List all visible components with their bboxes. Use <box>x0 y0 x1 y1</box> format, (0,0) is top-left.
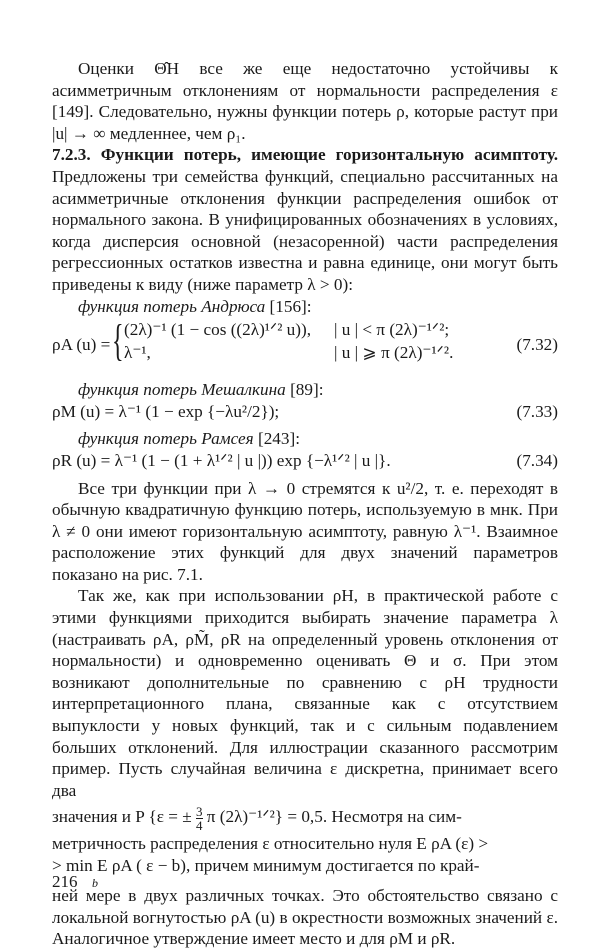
frac-denominator: 4 <box>196 817 203 833</box>
eq2-formula: ρM (u) = λ⁻¹ (1 − exp {−λu²/2}); <box>52 401 280 421</box>
section-number: 7.2.3. <box>52 145 91 165</box>
page-body <box>52 58 558 950</box>
eq1-label: функция потерь Андрюса <box>78 296 266 316</box>
frac-numerator: 3 <box>196 803 203 819</box>
paragraph-1: Оценки Θ̂H все же еще недостаточно устойчивы к асимметричным отклонениям от нормальности распределения ε [149]. Следовательно, нужны функции потерь ρ, которые растут при |u| → ∞ медленнее, чем ρ₁. <box>52 59 558 143</box>
paragraph-4-end: ней мере в двух различных точках. Это обстоятельство связано с локальной вогнутостью ρA (u) в окрестности возможных значений ε. Аналогичное утверждение имеет место и для ρM и ρR. <box>52 886 558 949</box>
eq1-ref: [156]: <box>269 296 312 316</box>
eq1-number: (7.32) <box>516 335 558 355</box>
eq3-formula: ρR (u) = λ⁻¹ (1 − (1 + λ¹ᐟ² | u |)) exp {−λ¹ᐟ² | u |}. <box>52 450 391 470</box>
paragraph-4-line-c: метричность распределения ε относительно нуля E ρA (ε) > <box>52 834 489 854</box>
equation-7-34 <box>52 450 558 472</box>
paragraph-4: Так же, как при использовании ρH, в практической работе с этими функциями приходится выбирать значение параметра λ (настраивать ρA, ρM̃, ρR на определенный уровень отклонения от нормальности) и одновременно оценивать Θ и σ. При этом возникают дополнительные по сравнению с ρH трудности интерпретационного плана, связанные как с отсутствием выпуклости у новых функций, так и с сильным подавлением больших отклонений. Для иллюстрации сказанного рассмотрим пример. Пусть случайная величина ε дискретна, принимает всего два <box>52 586 558 800</box>
eq2-label-line <box>52 379 558 401</box>
paragraph-2: Предложены три семейства функций, специально рассчитанных на асимметричные отклонения функции распределения ошибок от нормального закона. В унифицированных обозначениях в условиях, когда дисперсия основной (незасоренной) части распределения регрессионных остатков известна и равна единице, они могут быть приведены к виду (ниже параметр λ > 0): <box>52 166 558 294</box>
eq3-ref: [243]: <box>257 429 300 449</box>
min-subscript: b <box>92 876 98 890</box>
eq1-case2: λ⁻¹, <box>124 343 151 363</box>
eq2-number: (7.33) <box>516 401 558 421</box>
brace-glyph: { <box>112 316 124 366</box>
p4d-pre: > min E ρA ( ε − b), причем минимум достигается по край- <box>52 856 480 875</box>
p4b-post: π (2λ)⁻¹ᐟ²} = 0,5. Несмотря на сим- <box>206 807 462 827</box>
eq2-label: функция потерь Мешалкина <box>78 380 286 400</box>
equation-7-33 <box>52 401 558 423</box>
paragraph-4-line-d <box>52 855 558 890</box>
eq3-number: (7.34) <box>516 450 558 470</box>
eq3-label: функция потерь Рамсея <box>78 429 254 449</box>
page-number: 216 <box>52 872 78 891</box>
fraction-three-quarters <box>196 805 203 832</box>
section-paragraph <box>52 144 558 295</box>
eq1-label-line <box>52 296 558 318</box>
eq1-case1: (2λ)⁻¹ (1 − cos ((2λ)¹ᐟ² u)), <box>124 320 312 340</box>
eq1-lhs: ρA (u) = <box>52 335 111 355</box>
eq2-ref: [89]: <box>290 380 324 400</box>
equation-7-32 <box>52 317 558 373</box>
eq1-cond1: | u | < π (2λ)⁻¹ᐟ²; <box>334 320 450 340</box>
paragraph-4-formula-line <box>52 801 558 833</box>
eq1-cond2: | u | ⩾ π (2λ)⁻¹ᐟ². <box>334 343 454 363</box>
paragraph-3: Все три функции при λ → 0 стремятся к u²/2, т. е. переходят в обычную квадратичную функцию потерь, используемую в мнк. При λ ≠ 0 они имеют горизонтальную асимптоту, равную λ⁻¹. Взаимное расположение этих функций для двух значений параметров показано на рис. 7.1. <box>52 478 558 584</box>
p4b-pre: значения и P {ε = ± <box>52 807 192 827</box>
section-title: Функции потерь, имеющие горизонтальную асимптоту. <box>100 145 558 165</box>
eq3-label-line <box>52 428 558 450</box>
